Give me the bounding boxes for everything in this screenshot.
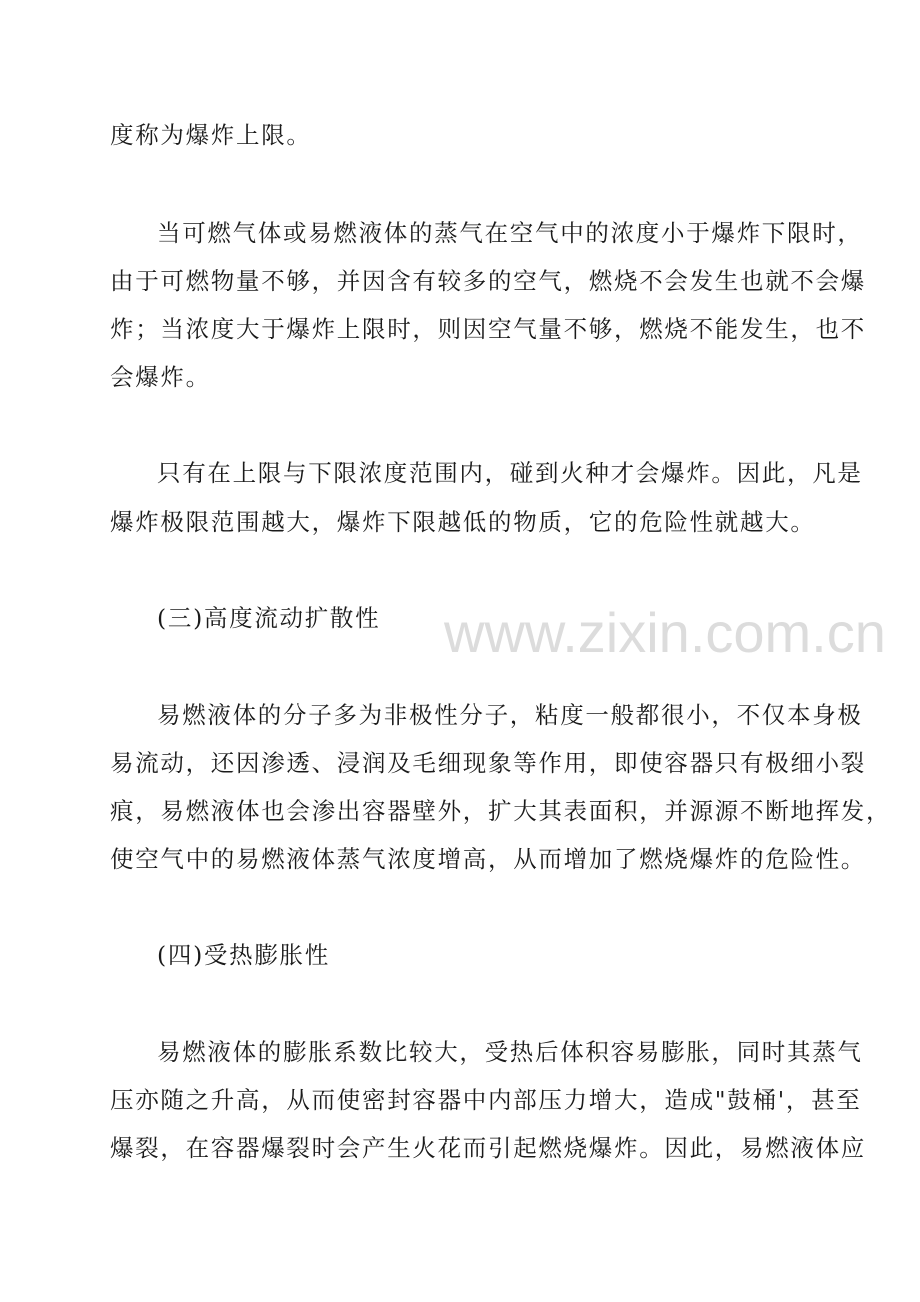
- paragraph-first-line: 只有在上限与下限浓度范围内，碰到火种才会爆炸。因此，凡是: [157, 459, 863, 487]
- paragraph-first-line: 当可燃气体或易燃液体的蒸气在空气中的浓度小于爆炸下限时，: [157, 219, 863, 247]
- text-line: 压亦随之升高，从而使密封容器中内部压力增大，造成"鼓桶'，甚至: [110, 1086, 862, 1114]
- watermark: www.zixin.com.cn: [444, 601, 886, 664]
- text-line: 炸；当浓度大于爆炸上限时，则因空气量不够，燃烧不能发生，也不: [110, 315, 866, 343]
- text-line: 度称为爆炸上限。: [110, 121, 312, 149]
- section-heading: (三)高度流动扩散性: [157, 604, 381, 632]
- text-line: 爆炸极限范围越大，爆炸下限越低的物质，它的危险性就越大。: [110, 508, 816, 536]
- paragraph-first-line: 易燃液体的分子多为非极性分子，粘度一般都很小，不仅本身极: [157, 701, 863, 729]
- text-line: 痕，易燃液体也会渗出容器壁外，扩大其表面积，并源源不断地挥发，: [110, 797, 892, 825]
- text-line: 会爆炸。: [110, 363, 211, 391]
- text-line: 爆裂，在容器爆裂时会产生火花而引起燃烧爆炸。因此，易燃液体应: [110, 1134, 866, 1162]
- text-line: 由于可燃物量不够，并因含有较多的空气，燃烧不会发生也就不会爆: [110, 267, 866, 295]
- paragraph-first-line: 易燃液体的膨胀系数比较大，受热后体积容易膨胀，同时其蒸气: [157, 1038, 863, 1066]
- text-line: 易流动，还因渗透、浸润及毛细现象等作用，即使容器只有极细小裂: [110, 749, 866, 777]
- section-heading: (四)受热膨胀性: [157, 941, 330, 969]
- text-line: 使空气中的易燃液体蒸气浓度增高，从而增加了燃烧爆炸的危险性。: [110, 845, 866, 873]
